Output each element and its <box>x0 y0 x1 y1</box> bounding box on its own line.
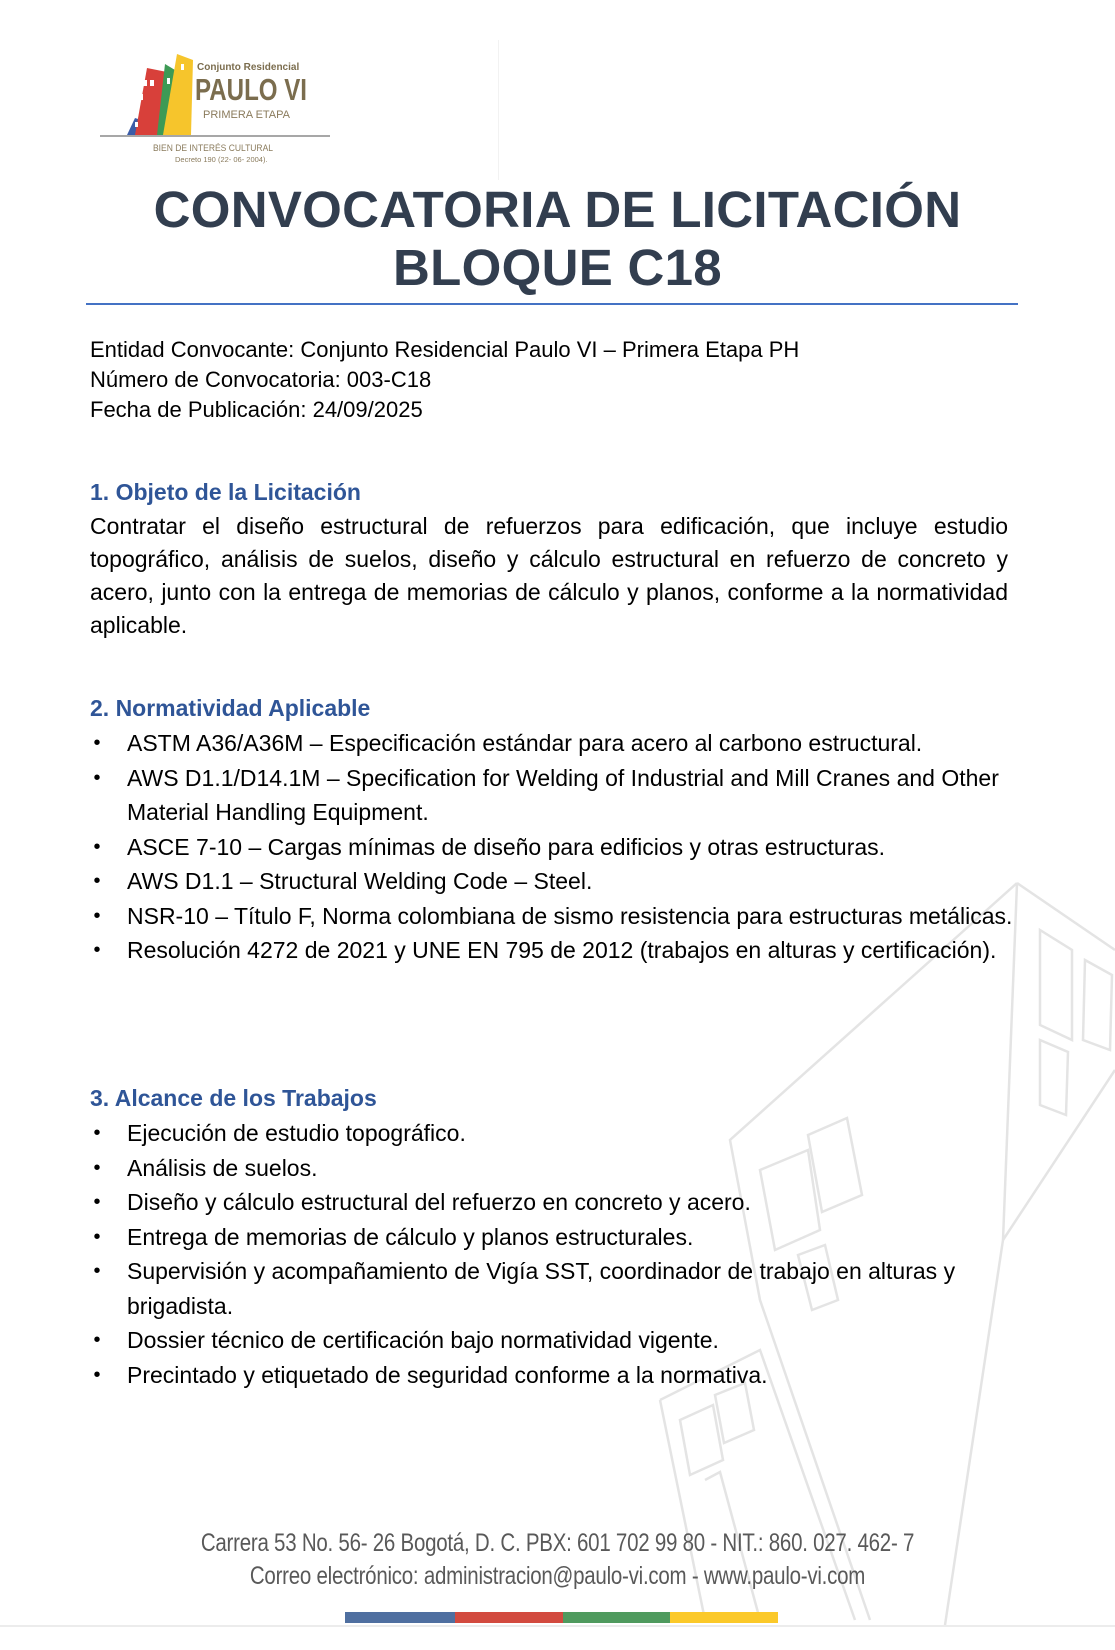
bullet-icon: • <box>93 1156 101 1179</box>
bullet-icon: • <box>93 1122 101 1144</box>
footer-contact: Correo electrónico: administracion@paulo-vi.com - www.paulo-vi.com <box>249 1562 866 1590</box>
entity-info: Entidad Convocante: Conjunto Residencial Paulo VI – Primera Etapa PH <box>90 337 800 362</box>
list-item-text: Resolución 4272 de 2021 y UNE EN 795 de 2012 (trabajos en alturas y certificación). <box>127 937 997 963</box>
bullet-icon: • <box>93 1260 101 1282</box>
list-item <box>90 899 1015 934</box>
page-title-line1: CONVOCATORIA DE LICITACIÓN <box>153 181 962 238</box>
list-item <box>90 1185 1015 1220</box>
logo-decree: Decreto 190 (22- 06- 2004). <box>175 155 268 164</box>
list-item-text: Entrega de memorias de cálculo y planos estructurales. <box>127 1223 694 1250</box>
list-item-text: NSR-10 – Título F, Norma colombiana de sismo resistencia para estructuras metálicas. <box>127 902 1013 929</box>
list-item <box>90 761 1015 830</box>
logo-heritage: BIEN DE INTERÉS CULTURAL <box>153 143 273 154</box>
list-item <box>90 1116 1015 1151</box>
section-heading-normatividad: 2. Normatividad Aplicable <box>90 695 371 721</box>
footer-line <box>0 1625 1115 1627</box>
normatividad-list <box>90 726 1015 968</box>
list-item <box>90 830 1015 865</box>
list-item-text: AWS D1.1/D14.1M – Specification for Welding of Industrial and Mill Cranes and Other Material Handling Equipment. <box>127 764 999 825</box>
color-bar-yellow <box>670 1612 778 1623</box>
section-heading-alcance: 3. Alcance de los Trabajos <box>90 1085 377 1111</box>
bullet-icon: • <box>93 1363 101 1386</box>
list-item-text: Diseño y cálculo estructural del refuerzo en concreto y acero. <box>127 1189 751 1215</box>
header-divider <box>498 40 499 180</box>
bullet-icon: • <box>93 1225 101 1248</box>
color-bar-red <box>455 1612 563 1623</box>
bullet-icon: • <box>93 732 101 754</box>
logo-name: PAULO VI <box>195 72 307 107</box>
list-item-text: ASCE 7-10 – Cargas mínimas de diseño para edificios y otras estructuras. <box>127 833 886 860</box>
list-item <box>90 1323 1015 1358</box>
list-item-text: AWS D1.1 – Structural Welding Code – Steel. <box>127 868 593 894</box>
list-item-text: Precintado y etiquetado de seguridad conforme a la normativa. <box>127 1361 768 1388</box>
list-item-text: Dossier técnico de certificación bajo normatividad vigente. <box>127 1327 719 1353</box>
list-item-text: Análisis de suelos. <box>127 1154 318 1181</box>
list-item-text: Supervisión y acompañamiento de Vigía SST, coordinador de trabajo en alturas y brigadista. <box>127 1258 956 1319</box>
color-bar-green <box>563 1612 670 1623</box>
bullet-icon: • <box>93 1329 101 1351</box>
list-item <box>90 1254 1015 1323</box>
title-rule <box>86 303 1018 305</box>
alcance-list <box>90 1116 1015 1392</box>
publication-date: Fecha de Publicación: 24/09/2025 <box>90 397 423 422</box>
list-item-text: Ejecución de estudio topográfico. <box>127 1120 466 1146</box>
call-number: Número de Convocatoria: 003-C18 <box>90 367 432 392</box>
logo-subtitle: Conjunto Residencial <box>197 62 300 73</box>
section-text-objeto: Contratar el diseño estructural de refuerzos para edificación, que incluye estudio topográfico, análisis de suelos, diseño y cálculo estructural en refuerzo de concreto y acero, junto con la entrega de memorias de cálculo y planos, conforme a la normatividad aplicable. <box>90 513 1008 638</box>
page-title-line2: BLOQUE C18 <box>393 239 722 296</box>
list-item <box>90 1220 1015 1255</box>
paulo-vi-logo <box>95 50 355 175</box>
bullet-icon: • <box>93 835 101 858</box>
list-item <box>90 864 1015 899</box>
bullet-icon: • <box>93 904 101 927</box>
section-heading-objeto: 1. Objeto de la Licitación <box>90 479 361 505</box>
color-bar-blue <box>345 1612 455 1623</box>
list-item-text: ASTM A36/A36M – Especificación estándar para acero al carbono estructural. <box>127 730 923 756</box>
list-item <box>90 933 1015 968</box>
bullet-icon: • <box>93 766 101 789</box>
bullet-icon: • <box>93 939 101 961</box>
footer-address: Carrera 53 No. 56- 26 Bogotá, D. C. PBX: 601 702 99 80 - NIT.: 860. 027. 462- 7 <box>200 1529 915 1557</box>
bullet-icon: • <box>93 870 101 892</box>
list-item <box>90 726 1015 761</box>
list-item <box>90 1151 1015 1186</box>
bullet-icon: • <box>93 1191 101 1213</box>
list-item <box>90 1358 1015 1393</box>
logo-stage: PRIMERA ETAPA <box>203 109 291 121</box>
